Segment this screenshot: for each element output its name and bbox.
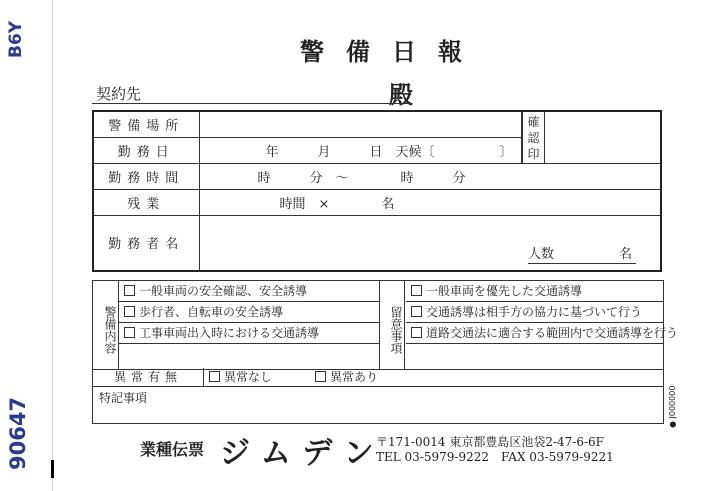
tick-mark: [51, 460, 54, 478]
overtime-field[interactable]: 時間 × 名: [199, 189, 661, 215]
side-code-bottom: 90647: [6, 396, 30, 470]
footer-address-block: [376, 435, 614, 465]
address: 〒171-0014 東京都豊島区池袋2-47-6-6F: [376, 435, 604, 449]
anomaly-label: 異常有無: [93, 368, 204, 386]
left-margin-strip: [0, 0, 53, 491]
anomaly-present-option[interactable]: 異常あり: [315, 368, 378, 386]
serial-number: ● J000000: [668, 385, 677, 428]
notes-field[interactable]: [93, 387, 663, 423]
contract-line: [92, 103, 412, 104]
notes-section: [92, 368, 664, 424]
company-logo: ジムデン: [220, 436, 386, 471]
checkbox[interactable]: [124, 285, 135, 296]
row-label-location: 警備場所: [93, 111, 199, 137]
checkbox[interactable]: [411, 327, 422, 338]
duties-section: [92, 280, 679, 370]
contract-label: 契約先: [96, 85, 142, 103]
checkbox[interactable]: [411, 285, 422, 296]
checkbox[interactable]: [209, 371, 220, 382]
location-field[interactable]: [199, 111, 522, 137]
phone-fax: TEL 03-5979-9222 FAX 03-5979-9221: [376, 450, 614, 464]
notes-label: 特記事項: [99, 391, 148, 405]
attention-label: 留意事項: [379, 281, 405, 369]
checkbox[interactable]: [124, 327, 135, 338]
attention-item[interactable]: 一般車両を優先した交通誘導: [406, 281, 663, 302]
duties-label: 警備内容: [93, 281, 119, 369]
checkbox[interactable]: [315, 371, 326, 382]
hours-field[interactable]: 時 分 ～ 時 分: [199, 163, 661, 189]
checkbox[interactable]: [124, 306, 135, 317]
headcount-label: 人数 名: [528, 243, 636, 264]
confirm-label: 確認印: [523, 112, 545, 163]
row-label-overtime: 残業: [93, 189, 199, 215]
duty-item[interactable]: 一般車両の安全確認、安全誘導: [119, 281, 379, 302]
row-label-workers: 勤務者名: [93, 215, 199, 271]
checkbox[interactable]: [411, 306, 422, 317]
side-code-top: B6Y: [6, 20, 26, 58]
footer-brand: 業種伝票: [140, 440, 205, 459]
anomaly-none-option[interactable]: 異常なし: [209, 368, 272, 386]
attention-item[interactable]: 交通誘導は相手方の協力に基づいて行う: [406, 302, 663, 323]
row-label-hours: 勤務時間: [93, 163, 199, 189]
confirm-stamp-box: [522, 112, 663, 163]
duty-item[interactable]: 工事車両出入時における交通誘導: [119, 323, 379, 344]
row-label-date: 勤務日: [93, 137, 199, 163]
honorific: 殿: [389, 80, 413, 109]
attention-item[interactable]: 道路交通法に適合する範囲内で交通誘導を行う: [406, 323, 663, 344]
page-title: 警備日報: [300, 37, 484, 66]
workers-field[interactable]: [199, 215, 661, 271]
duty-item[interactable]: 歩行者、自転車の安全誘導: [119, 302, 379, 323]
date-field[interactable]: 年 月 日 天候〔 〕: [199, 137, 522, 163]
